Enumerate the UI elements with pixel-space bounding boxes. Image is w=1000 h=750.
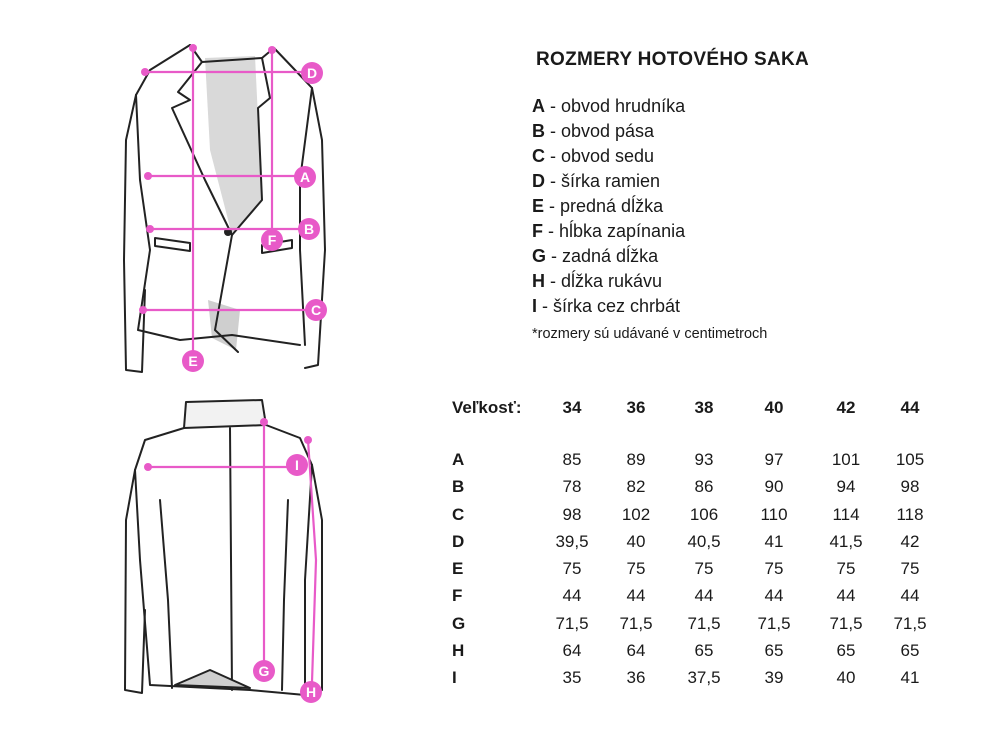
table-cell: 75 (764, 559, 784, 579)
table-cell: 71,5 (893, 613, 927, 633)
marker-c (305, 299, 327, 321)
table-row (452, 641, 962, 668)
marker-a (294, 166, 316, 188)
legend-text: - predná dĺžka (544, 196, 664, 216)
table-row (452, 614, 962, 641)
table-cell: 98 (562, 504, 582, 524)
legend-key: I (532, 296, 538, 316)
table-cell: 39,5 (555, 531, 589, 551)
row-label: C (452, 504, 465, 524)
table-cell: 98 (900, 477, 920, 497)
size-column-header: 34 (562, 398, 582, 417)
marker-e (182, 350, 204, 372)
table-cell: 41 (900, 668, 920, 688)
legend-text: - šírka cez chrbát (537, 296, 681, 316)
legend-text: - zadná dĺžka (546, 246, 659, 266)
table-cell: 40 (836, 668, 856, 688)
legend-item (532, 294, 767, 319)
table-cell: 44 (694, 586, 714, 606)
legend-text: - obvod pása (545, 121, 655, 141)
page-title: ROZMERY HOTOVÉHO SAKA (536, 49, 810, 70)
table-cell: 44 (900, 586, 920, 606)
marker-b (298, 218, 320, 240)
table-row (452, 505, 962, 532)
measurement-legend (532, 94, 767, 345)
table-row (452, 559, 962, 586)
table-cell: 75 (562, 559, 582, 579)
table-cell: 65 (764, 641, 784, 661)
legend-key: C (532, 146, 545, 166)
legend-key: A (532, 96, 545, 116)
svg-text:D: D (306, 65, 318, 81)
size-column-header: 40 (764, 398, 784, 417)
table-cell: 101 (831, 450, 861, 469)
marker-d (301, 62, 323, 84)
back-jacket-sketch (125, 400, 322, 695)
row-label: G (452, 613, 466, 633)
legend-text: - dĺžka rukávu (545, 271, 663, 291)
table-row (452, 450, 962, 477)
row-label: F (452, 586, 463, 606)
legend-item (532, 169, 767, 194)
table-cell: 106 (689, 504, 719, 524)
legend-text: - hĺbka zapínania (543, 221, 686, 241)
size-column-header: 42 (836, 398, 856, 417)
table-cell: 41 (764, 531, 784, 551)
table-cell: 71,5 (687, 613, 721, 633)
table-cell: 90 (764, 477, 784, 497)
table-cell: 37,5 (687, 668, 721, 688)
svg-text:E: E (188, 353, 198, 369)
marker-h (300, 681, 322, 703)
table-cell: 65 (836, 641, 856, 661)
svg-text:F: F (267, 232, 277, 248)
table-cell: 40,5 (687, 531, 721, 551)
legend-item (532, 144, 767, 169)
legend-key: G (532, 246, 547, 266)
legend-key: B (532, 121, 545, 141)
row-label: H (452, 641, 465, 661)
row-label: I (452, 668, 457, 688)
svg-text:I: I (295, 457, 299, 473)
table-cell: 35 (562, 668, 582, 688)
table-cell: 75 (626, 559, 646, 579)
legend-item (532, 194, 767, 219)
legend-key: E (532, 196, 545, 216)
table-cell: 75 (836, 559, 856, 579)
marker-i (286, 454, 308, 476)
table-cell: 94 (836, 477, 856, 497)
table-cell: 105 (895, 450, 925, 469)
table-row (452, 586, 962, 613)
table-row (452, 477, 962, 504)
table-cell: 75 (900, 559, 920, 579)
legend-key: D (532, 171, 545, 191)
size-column-header: 38 (694, 398, 714, 417)
jacket-illustration (0, 0, 420, 750)
table-cell: 41,5 (829, 531, 863, 551)
units-note: *rozmery sú udávané v centimetroch (532, 326, 768, 342)
table-cell: 71,5 (757, 613, 791, 633)
table-cell: 114 (832, 504, 860, 524)
table-cell: 44 (626, 586, 646, 606)
legend-text: - šírka ramien (545, 171, 661, 191)
table-cell: 64 (626, 641, 646, 661)
size-column-header: 44 (900, 398, 920, 417)
legend-text: - obvod sedu (545, 146, 655, 166)
table-cell: 40 (626, 531, 646, 551)
svg-text:A: A (299, 169, 311, 185)
table-cell: 86 (694, 477, 714, 497)
row-label: A (452, 450, 465, 469)
table-cell: 97 (764, 450, 784, 469)
marker-f (261, 229, 283, 251)
table-cell: 85 (562, 450, 582, 469)
table-cell: 65 (900, 641, 920, 661)
legend-item (532, 219, 767, 244)
row-label: E (452, 559, 464, 579)
size-column-header: 36 (626, 398, 646, 417)
table-cell: 64 (562, 641, 582, 661)
svg-text:C: C (310, 302, 322, 318)
marker-g (253, 660, 275, 682)
table-cell: 71,5 (619, 613, 653, 633)
table-cell: 65 (694, 641, 714, 661)
table-row (452, 668, 962, 695)
legend-item (532, 244, 767, 269)
svg-text:H: H (305, 684, 317, 700)
legend-item (532, 94, 767, 119)
table-cell: 71,5 (829, 613, 863, 633)
svg-text:B: B (303, 221, 315, 237)
row-label: D (452, 531, 465, 551)
table-cell: 78 (562, 477, 582, 497)
table-cell: 75 (694, 559, 714, 579)
front-jacket-sketch (124, 45, 325, 372)
table-row (452, 532, 962, 559)
table-cell: 82 (626, 477, 646, 497)
table-cell: 44 (562, 586, 582, 606)
table-header-row (452, 398, 962, 450)
legend-key: H (532, 271, 545, 291)
table-cell: 102 (621, 504, 651, 524)
table-cell: 36 (626, 668, 646, 688)
table-cell: 110 (760, 504, 788, 524)
row-label: B (452, 477, 465, 497)
table-cell: 93 (694, 450, 714, 469)
table-cell: 44 (836, 586, 856, 606)
table-cell: 71,5 (555, 613, 589, 633)
size-header-label: Veľkosť: (452, 398, 522, 417)
legend-item (532, 119, 767, 144)
legend-key: F (532, 221, 543, 241)
table-cell: 39 (764, 668, 784, 688)
size-table (452, 398, 962, 696)
legend-item (532, 269, 767, 294)
legend-text: - obvod hrudníka (545, 96, 686, 116)
table-cell: 42 (900, 531, 920, 551)
table-cell: 44 (764, 586, 784, 606)
table-cell: 118 (896, 504, 924, 524)
svg-text:G: G (258, 663, 270, 679)
table-cell: 89 (626, 450, 646, 469)
